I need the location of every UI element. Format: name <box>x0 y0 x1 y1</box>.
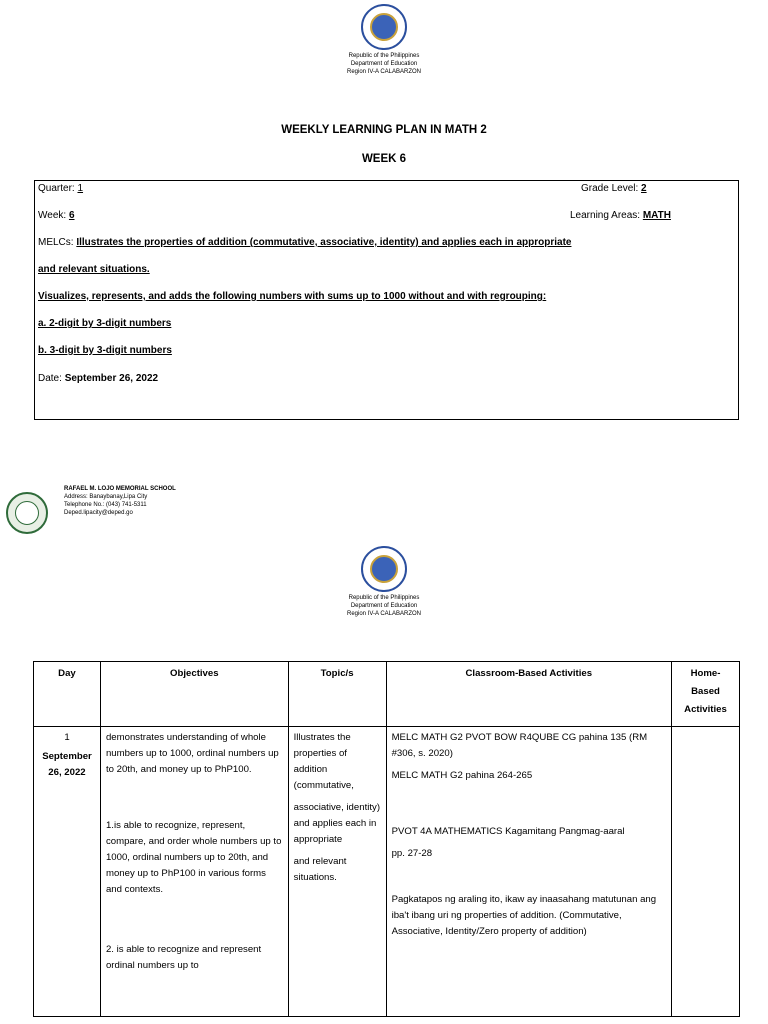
header-objectives: Objectives <box>100 662 288 727</box>
area-row: Learning Areas: MATH <box>570 210 676 221</box>
area-value: MATH <box>642 210 671 221</box>
week-row: Week: 6 <box>38 210 75 221</box>
header-block-middle <box>284 594 484 618</box>
activity-text: MELC MATH G2 pahina 264-265 <box>391 770 533 781</box>
topics-cell <box>288 727 386 1017</box>
header-line: Republic of the Philippines <box>348 53 420 59</box>
header-home-activities: Home-Based Activities <box>672 662 740 727</box>
activity-text: PVOT 4A MATHEMATICS Kagamitang Pangmag-aaral <box>391 826 625 837</box>
activity-text: MELC MATH G2 PVOT BOW R4QUBE CG pahina 135 (RM #306, s. 2020) <box>391 732 648 759</box>
school-logo <box>6 492 48 534</box>
week-value: 6 <box>68 210 75 221</box>
objective-text: demonstrates understanding of whole numbers up to 1000, ordinal numbers up to 20th, and money up to PhP100. <box>105 732 279 775</box>
info-box <box>34 180 739 420</box>
school-email: Deped.lipacity@deped.go <box>64 510 133 516</box>
quarter-value: 1 <box>77 183 84 194</box>
school-phone: Telephone No.: (043) 741-5311 <box>64 502 147 508</box>
day-cell <box>34 727 101 1017</box>
school-address: Address: Banaybanay,Lipa City <box>64 494 148 500</box>
melcs-line: b. 3-digit by 3-digit numbers <box>38 345 172 356</box>
deped-seal-middle <box>361 546 407 592</box>
header-topics: Topic/s <box>288 662 386 727</box>
table-header-row <box>34 662 740 727</box>
day-date: September 26, 2022 <box>42 751 92 778</box>
school-name: RAFAEL M. LOJO MEMORIAL SCHOOL <box>64 486 176 492</box>
header-line: Department of Education <box>350 603 418 609</box>
melcs-line: a. 2-digit by 3-digit numbers <box>38 318 172 329</box>
topic-text: and relevant situations. <box>293 856 347 883</box>
melcs-row: MELCs: Illustrates the properties of addition (commutative, associative, identity) and applies each in appropriate <box>38 237 572 248</box>
quarter-row: Quarter: 1 <box>38 183 97 194</box>
header-day: Day <box>34 662 101 727</box>
school-info <box>64 485 176 517</box>
header-line: Region IV-A CALABARZON <box>346 611 422 617</box>
header-block-top <box>284 52 484 76</box>
topic-text: associative, identity) and applies each in appropriate <box>293 802 381 845</box>
header-line: Region IV-A CALABARZON <box>346 69 422 75</box>
header-line: Republic of the Philippines <box>348 595 420 601</box>
home-activities-cell <box>672 727 740 1017</box>
page-title: WEEKLY LEARNING PLAN IN MATH 2 <box>281 124 487 136</box>
melcs-line: and relevant situations. <box>38 264 150 275</box>
week-title: WEEK 6 <box>361 153 407 165</box>
date-value: September 26, 2022 <box>64 373 159 384</box>
objective-text: 1.is able to recognize, represent, compare, and order whole numbers up to 1000, ordinal numbers up to 20th, and money up to PhP100 in various forms and contexts. <box>105 820 282 895</box>
objectives-cell <box>100 727 288 1017</box>
classroom-activities-cell <box>386 727 671 1017</box>
grade-value: 2 <box>641 183 647 194</box>
topic-text: Illustrates the properties of addition (commutative, <box>293 732 354 791</box>
deped-seal-top <box>361 4 407 50</box>
objective-text: 2. is able to recognize and represent ordinal numbers up to <box>105 944 262 971</box>
header-classroom-activities: Classroom-Based Activities <box>386 662 671 727</box>
grade-row: Grade Level: 2 <box>581 183 647 194</box>
table-row <box>34 727 740 1017</box>
activity-text: pp. 27-28 <box>391 848 433 859</box>
melcs-line: Illustrates the properties of addition (commutative, associative, identity) and applies each in appropriate <box>76 237 572 248</box>
header-line: Department of Education <box>350 61 418 67</box>
melcs-line: Visualizes, represents, and adds the following numbers with sums up to 1000 without and with regrouping: <box>38 291 547 302</box>
plan-table <box>33 661 740 1017</box>
date-row: Date: September 26, 2022 <box>38 373 159 384</box>
day-number: 1 <box>64 732 70 743</box>
activity-text: Pagkatapos ng araling ito, ikaw ay inaasahang matutunan ang iba't ibang uri ng properties of addition. (Commutative, Associative, Identity/Zero property of addition) <box>391 894 657 937</box>
